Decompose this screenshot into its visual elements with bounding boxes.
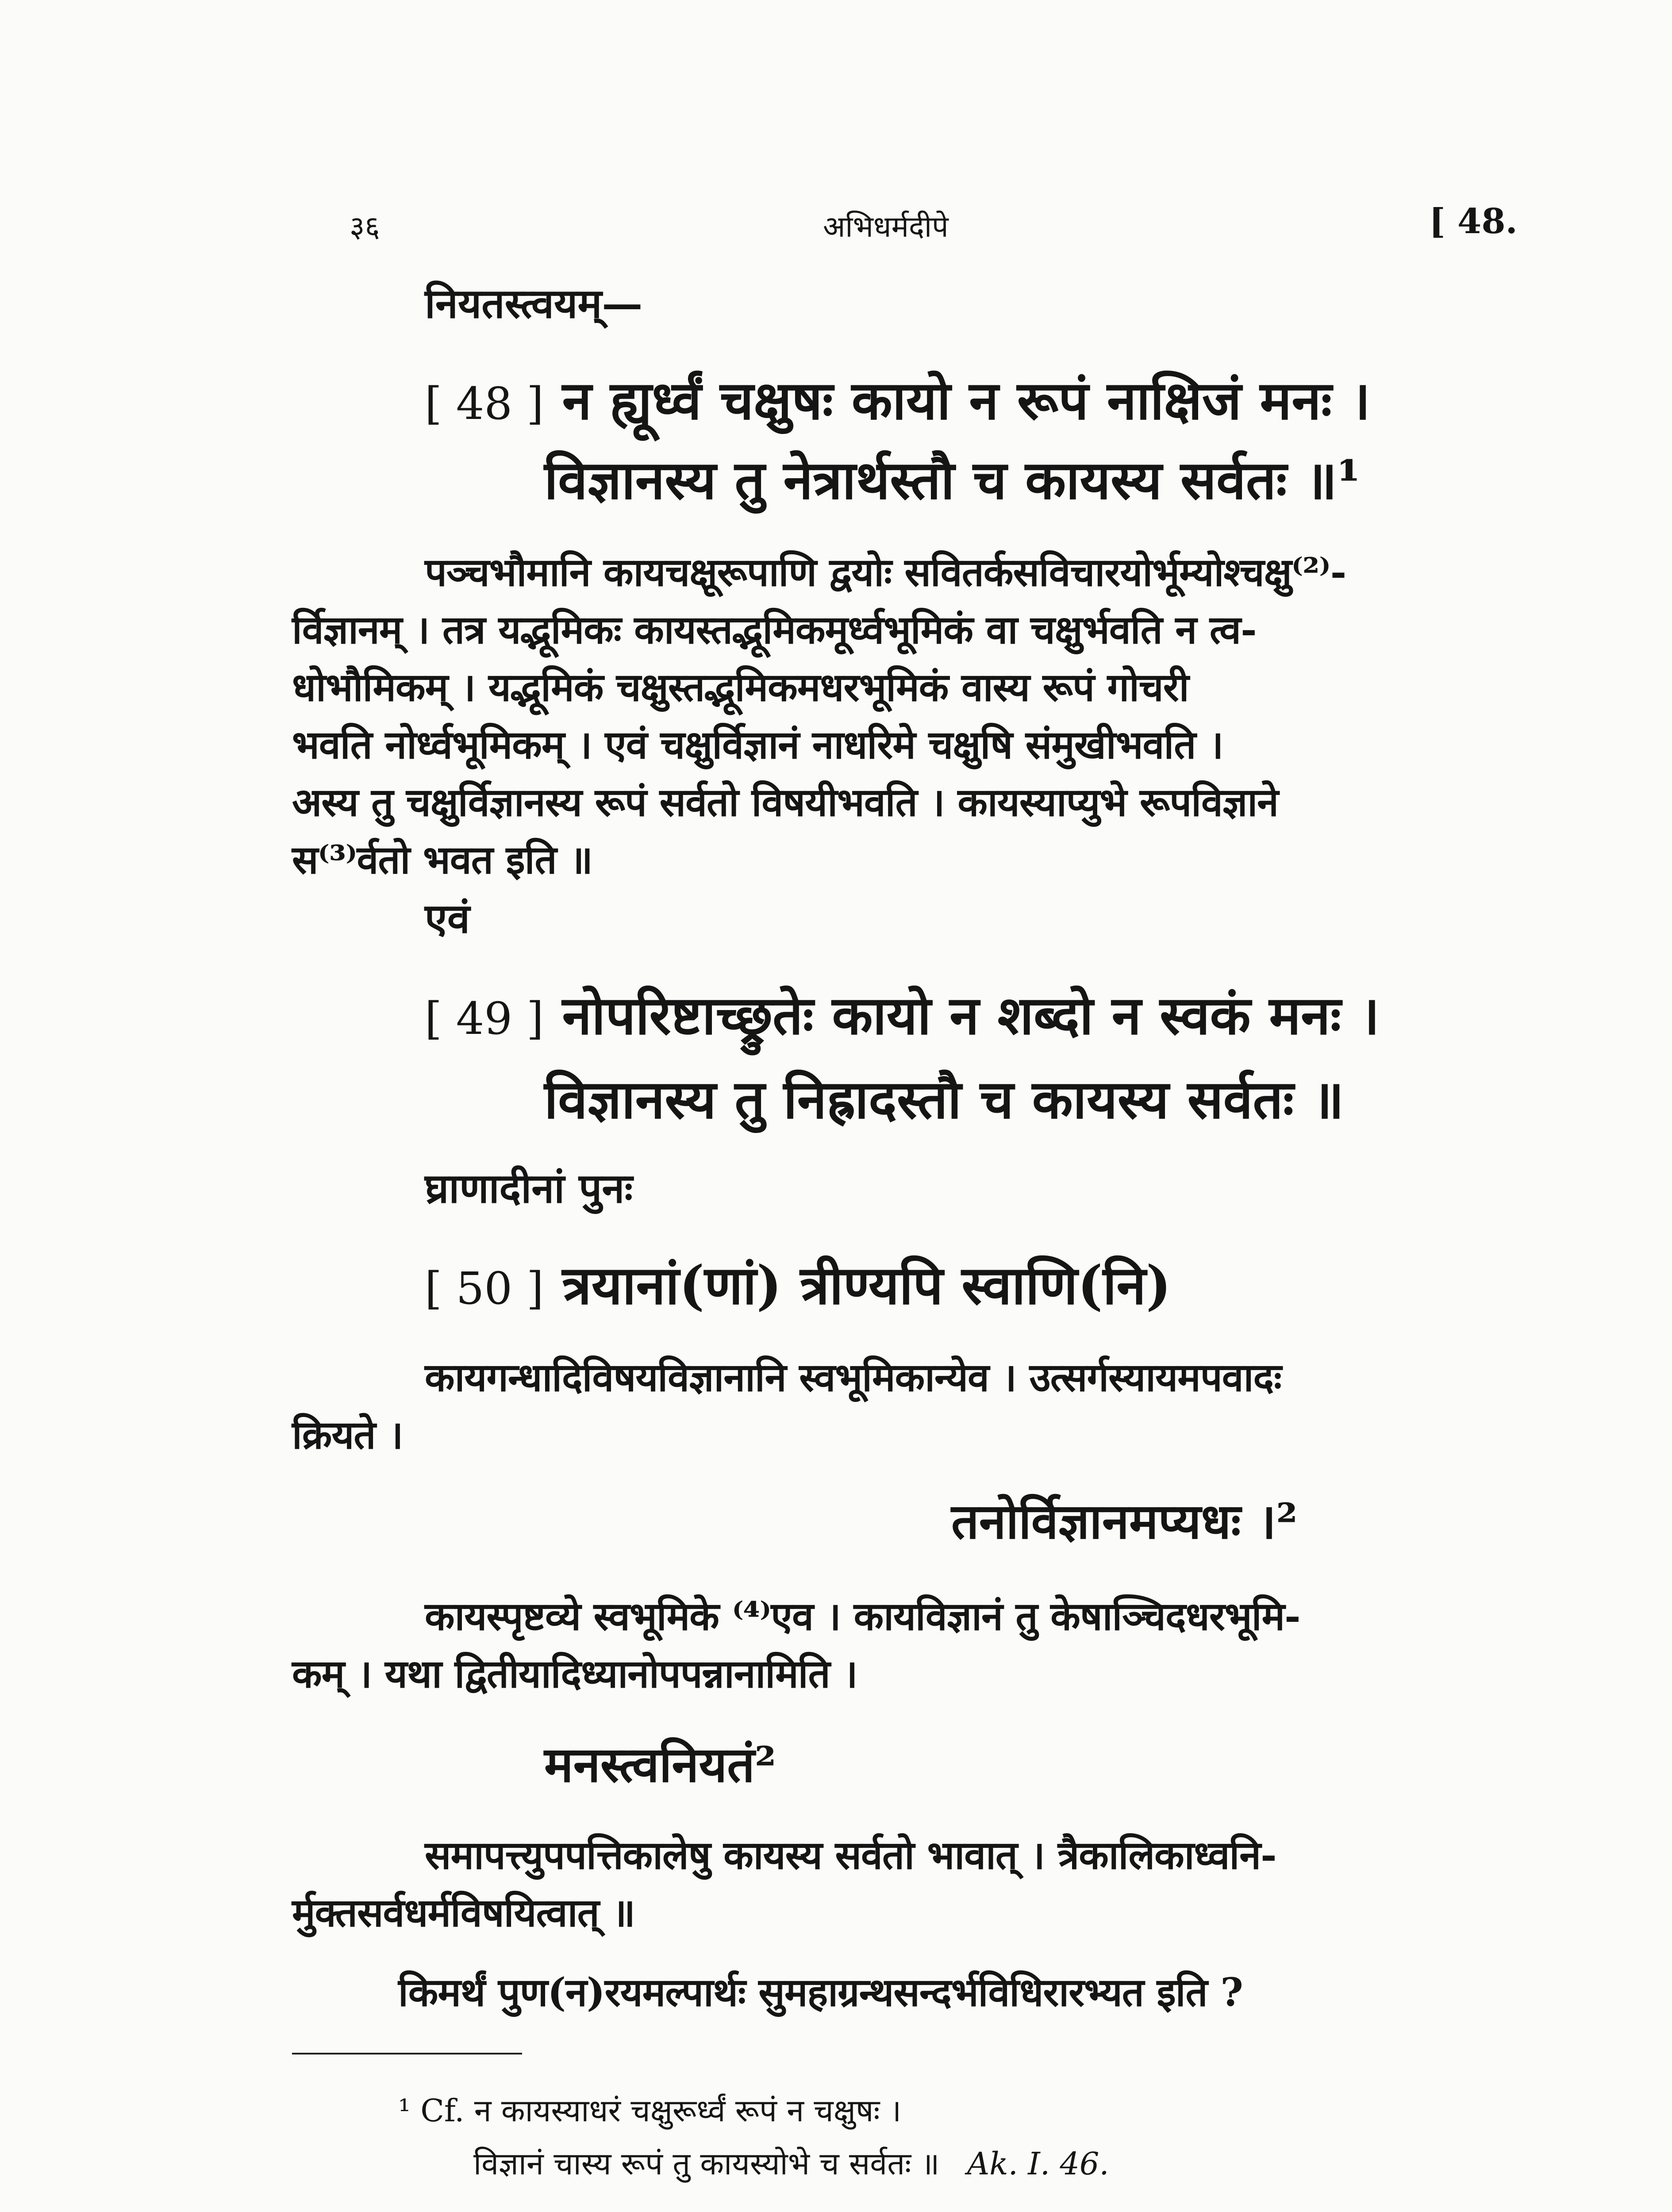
- para4-line: समापत्त्युपपत्तिकालेषु कायस्य सर्वतो भावात् । त्रैकालिकाध्वनि-: [425, 1832, 1276, 1878]
- verse-49-text-1: नोपरिष्टाच्छ्रुतेः कायो न शब्दो न स्वकं मनः ।: [562, 984, 1380, 1047]
- para1-line: भवति नोर्ध्वभूमिकम् । एवं चक्षुर्विज्ञानं नाधरिमे चक्षुषि संमुखीभवति ।: [292, 722, 1223, 768]
- para1-line: र्विज्ञानम् । तत्र यद्भूमिकः कायस्तद्भूमिकमूर्ध्वभूमिकं वा चक्षुर्भवति न त्व-: [292, 607, 1257, 653]
- verse-48-number: [ 48 ]: [425, 378, 544, 430]
- manas-verse: मनस्त्वनियतं²: [544, 1736, 776, 1793]
- section-marker: [ 48.: [1429, 201, 1518, 242]
- footnote-1-ref: Ak. I. 46.: [967, 2146, 1109, 2182]
- running-title: अभिधर्मदीपे: [823, 210, 949, 244]
- para2-line: कायगन्धादिविषयविज्ञानानि स्वभूमिकान्येव । उत्सर्गस्यायमपवादः: [425, 1354, 1281, 1400]
- verse-50-text-1: त्रयानां(णां) त्रीण्यपि स्वाणि(नि): [562, 1254, 1171, 1317]
- verse-49-number: [ 49 ]: [425, 993, 544, 1045]
- verse-50-number: [ 50 ]: [425, 1263, 544, 1314]
- para1-line: अस्य तु चक्षुर्विज्ञानस्य रूपं सर्वतो विषयीभवति । कायस्याप्युभे रूपविज्ञाने: [292, 779, 1278, 825]
- page-number: ३६: [350, 210, 380, 244]
- intro-text: नियतस्त्वयम्—: [425, 280, 643, 327]
- para1-line: पञ्चभौमानि कायचक्षूरूपाणि द्वयोः सवितर्कसविचारयोर्भूम्योश्चक्षु⁽²⁾-: [425, 549, 1346, 595]
- para4-line: र्मुक्तसर्वधर्मविषयित्वात् ॥: [292, 1889, 635, 1936]
- footnote-1-line-2: [473, 2141, 1109, 2184]
- question-line: किमर्थं पुण(न)रयमल्पार्थः सुमहाग्रन्थसन्दर्भविधिरारभ्यत इति ?: [398, 1969, 1243, 2015]
- footnote-divider: [292, 2053, 522, 2055]
- para1-line: स⁽³⁾र्वतो भवत इति ॥: [292, 837, 593, 883]
- para3-line: कायस्पृष्टव्ये स्वभूमिके ⁽⁴⁾एव । कायविज्ञानं तु केषाञ्चिदधरभूमि-: [425, 1593, 1300, 1639]
- evam-text: एवं: [425, 895, 470, 942]
- tanor-verse: तनोर्विज्ञानमप्यधः ।²: [951, 1493, 1298, 1550]
- ghrana-text: घ्राणादीनां पुनः: [425, 1164, 633, 1212]
- para1-line: धोभौमिकम् । यद्भूमिकं चक्षुस्तद्भूमिकमधरभूमिकं वास्य रूपं गोचरी: [292, 664, 1189, 710]
- para3-line: कम् । यथा द्वितीयादिध्यानोपपन्नानामिति ।: [292, 1651, 857, 1697]
- verse-49-line-1: [425, 978, 1380, 1050]
- verse-48-line-2: विज्ञानस्य तु नेत्रार्थस्तौ च कायस्य सर्वतः ॥¹: [544, 449, 1361, 511]
- footnote-1-mark: ¹: [398, 2093, 411, 2129]
- verse-48-line-1: [425, 363, 1370, 435]
- footnote-1-text-2: विज्ञानं चास्य रूपं तु कायस्योभे च सर्वतः ॥: [473, 2146, 940, 2182]
- footnote-2-line-1: [398, 2208, 922, 2212]
- verse-49-line-2: विज्ञानस्य तु निह्रादस्तौ च कायस्य सर्वतः ॥: [544, 1068, 1344, 1131]
- verse-48-text-1: न ह्यूर्ध्वं चक्षुषः कायो न रूपं नाक्षिजं मनः ।: [562, 369, 1371, 432]
- footnote-1-text-1: Cf. न कायस्याधरं चक्षुरूर्ध्वं रूपं न चक्षुषः ।: [420, 2093, 902, 2129]
- para2-line: क्रियते ।: [292, 1412, 403, 1458]
- verse-50-line-1: [425, 1248, 1171, 1320]
- footnote-1-line-1: [398, 2088, 901, 2131]
